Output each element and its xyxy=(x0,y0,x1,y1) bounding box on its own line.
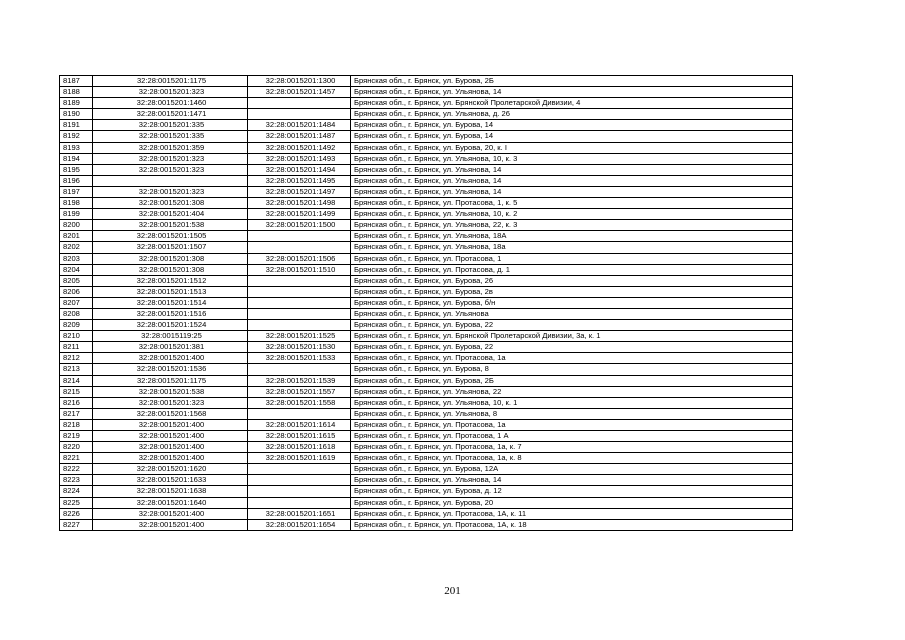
building-cadastral-number-cell: 32:28:0015201:1619 xyxy=(248,453,351,464)
table-row xyxy=(60,475,793,486)
row-number-cell: 8224 xyxy=(60,486,93,497)
address-cell: Брянская обл., г. Брянск, ул. Бурова, 14 xyxy=(351,131,793,142)
parcel-cadastral-number-cell: 32:28:0015201:1633 xyxy=(93,475,248,486)
row-number-cell: 8214 xyxy=(60,375,93,386)
table-row xyxy=(60,253,793,264)
table-row xyxy=(60,453,793,464)
parcel-cadastral-number-cell: 32:28:0015201:1638 xyxy=(93,486,248,497)
row-number-cell: 8217 xyxy=(60,408,93,419)
parcel-cadastral-number-cell: 32:28:0015201:323 xyxy=(93,87,248,98)
row-number-cell: 8218 xyxy=(60,419,93,430)
row-number-cell: 8199 xyxy=(60,209,93,220)
parcel-cadastral-number-cell: 32:28:0015201:323 xyxy=(93,186,248,197)
row-number-cell: 8203 xyxy=(60,253,93,264)
row-number-cell: 8207 xyxy=(60,297,93,308)
parcel-cadastral-number-cell: 32:28:0015201:1175 xyxy=(93,375,248,386)
parcel-cadastral-number-cell: 32:28:0015201:400 xyxy=(93,453,248,464)
table-row xyxy=(60,153,793,164)
building-cadastral-number-cell xyxy=(248,242,351,253)
address-cell: Брянская обл., г. Брянск, ул. Брянской Пролетарской Дивизии, 4 xyxy=(351,98,793,109)
address-cell: Брянская обл., г. Брянск, ул. Ульянова, 22 xyxy=(351,386,793,397)
address-cell: Брянская обл., г. Брянск, ул. Ульянова, 10, к. 2 xyxy=(351,209,793,220)
row-number-cell: 8208 xyxy=(60,308,93,319)
parcel-cadastral-number-cell: 32:28:0015201:400 xyxy=(93,431,248,442)
address-cell: Брянская обл., г. Брянск, ул. Бурова, 20 xyxy=(351,497,793,508)
address-cell: Брянская обл., г. Брянск, ул. Протасова, 1, к. 5 xyxy=(351,198,793,209)
parcel-cadastral-number-cell: 32:28:0015201:308 xyxy=(93,253,248,264)
building-cadastral-number-cell: 32:28:0015201:1493 xyxy=(248,153,351,164)
address-cell: Брянская обл., г. Брянск, ул. Ульянова, 14 xyxy=(351,87,793,98)
building-cadastral-number-cell: 32:28:0015201:1484 xyxy=(248,120,351,131)
row-number-cell: 8197 xyxy=(60,186,93,197)
building-cadastral-number-cell xyxy=(248,231,351,242)
parcel-cadastral-number-cell: 32:28:0015201:1460 xyxy=(93,98,248,109)
row-number-cell: 8213 xyxy=(60,364,93,375)
table-row xyxy=(60,519,793,530)
address-cell: Брянская обл., г. Брянск, ул. Бурова, д. 12 xyxy=(351,486,793,497)
address-cell: Брянская обл., г. Брянск, ул. Протасова, 1а xyxy=(351,419,793,430)
row-number-cell: 8226 xyxy=(60,508,93,519)
parcel-cadastral-number-cell: 32:28:0015201:1516 xyxy=(93,308,248,319)
parcel-cadastral-number-cell: 32:28:0015201:308 xyxy=(93,198,248,209)
table-row xyxy=(60,486,793,497)
address-cell: Брянская обл., г. Брянск, ул. Ульянова, 14 xyxy=(351,475,793,486)
address-cell: Брянская обл., г. Брянск, ул. Бурова, 26 xyxy=(351,275,793,286)
building-cadastral-number-cell: 32:28:0015201:1614 xyxy=(248,419,351,430)
parcel-cadastral-number-cell: 32:28:0015201:323 xyxy=(93,153,248,164)
parcel-cadastral-number-cell: 32:28:0015201:400 xyxy=(93,519,248,530)
row-number-cell: 8202 xyxy=(60,242,93,253)
table-row xyxy=(60,320,793,331)
building-cadastral-number-cell: 32:28:0015201:1510 xyxy=(248,264,351,275)
building-cadastral-number-cell: 32:28:0015201:1525 xyxy=(248,331,351,342)
table-row xyxy=(60,375,793,386)
table-row xyxy=(60,297,793,308)
address-cell: Брянская обл., г. Брянск, ул. Ульянова, 10, к. 3 xyxy=(351,153,793,164)
table-row xyxy=(60,275,793,286)
address-cell: Брянская обл., г. Брянск, ул. Протасова, 1 xyxy=(351,253,793,264)
table-row xyxy=(60,120,793,131)
address-cell: Брянская обл., г. Брянск, ул. Протасова, 1а xyxy=(351,353,793,364)
address-cell: Брянская обл., г. Брянск, ул. Бурова, 20, к. I xyxy=(351,142,793,153)
parcel-cadastral-number-cell: 32:28:0015201:381 xyxy=(93,342,248,353)
building-cadastral-number-cell xyxy=(248,320,351,331)
row-number-cell: 8216 xyxy=(60,397,93,408)
building-cadastral-number-cell: 32:28:0015201:1487 xyxy=(248,131,351,142)
row-number-cell: 8195 xyxy=(60,164,93,175)
building-cadastral-number-cell: 32:28:0015201:1558 xyxy=(248,397,351,408)
row-number-cell: 8219 xyxy=(60,431,93,442)
building-cadastral-number-cell xyxy=(248,475,351,486)
address-cell: Брянская обл., г. Брянск, ул. Протасова, 1А, к. 18 xyxy=(351,519,793,530)
table-row xyxy=(60,264,793,275)
building-cadastral-number-cell: 32:28:0015201:1618 xyxy=(248,442,351,453)
row-number-cell: 8193 xyxy=(60,142,93,153)
row-number-cell: 8210 xyxy=(60,331,93,342)
row-number-cell: 8227 xyxy=(60,519,93,530)
row-number-cell: 8211 xyxy=(60,342,93,353)
building-cadastral-number-cell: 32:28:0015201:1615 xyxy=(248,431,351,442)
building-cadastral-number-cell: 32:28:0015201:1500 xyxy=(248,220,351,231)
parcel-cadastral-number-cell: 32:28:0015201:335 xyxy=(93,120,248,131)
address-cell: Брянская обл., г. Брянск, ул. Ульянова, 18А xyxy=(351,231,793,242)
table-row xyxy=(60,242,793,253)
row-number-cell: 8194 xyxy=(60,153,93,164)
address-cell: Брянская обл., г. Брянск, ул. Ульянова, 14 xyxy=(351,164,793,175)
building-cadastral-number-cell: 32:28:0015201:1654 xyxy=(248,519,351,530)
table-row xyxy=(60,220,793,231)
parcel-cadastral-number-cell: 32:28:0015119:25 xyxy=(93,331,248,342)
parcel-cadastral-number-cell: 32:28:0015201:1620 xyxy=(93,464,248,475)
table-row xyxy=(60,98,793,109)
building-cadastral-number-cell: 32:28:0015201:1495 xyxy=(248,175,351,186)
address-cell: Брянская обл., г. Брянск, ул. Брянской Пролетарской Дивизии, 3а, к. 1 xyxy=(351,331,793,342)
address-cell: Брянская обл., г. Брянск, ул. Протасова, 1 А xyxy=(351,431,793,442)
parcel-cadastral-number-cell: 32:28:0015201:1513 xyxy=(93,286,248,297)
row-number-cell: 8204 xyxy=(60,264,93,275)
table-row xyxy=(60,386,793,397)
table-row xyxy=(60,109,793,120)
parcel-cadastral-number-cell: 32:28:0015201:400 xyxy=(93,419,248,430)
row-number-cell: 8223 xyxy=(60,475,93,486)
table-row xyxy=(60,308,793,319)
building-cadastral-number-cell xyxy=(248,275,351,286)
parcel-cadastral-number-cell: 32:28:0015201:323 xyxy=(93,397,248,408)
building-cadastral-number-cell xyxy=(248,98,351,109)
building-cadastral-number-cell xyxy=(248,497,351,508)
parcel-cadastral-number-cell: 32:28:0015201:1471 xyxy=(93,109,248,120)
parcel-cadastral-number-cell: 32:28:0015201:1524 xyxy=(93,320,248,331)
table-row xyxy=(60,76,793,87)
address-cell: Брянская обл., г. Брянск, ул. Ульянова, 14 xyxy=(351,186,793,197)
parcel-cadastral-number-cell: 32:28:0015201:359 xyxy=(93,142,248,153)
table-row xyxy=(60,353,793,364)
table-row xyxy=(60,186,793,197)
address-cell: Брянская обл., г. Брянск, ул. Протасова, д. 1 xyxy=(351,264,793,275)
parcel-cadastral-number-cell: 32:28:0015201:538 xyxy=(93,220,248,231)
building-cadastral-number-cell: 32:28:0015201:1539 xyxy=(248,375,351,386)
table-row xyxy=(60,198,793,209)
address-cell: Брянская обл., г. Брянск, ул. Ульянова, 14 xyxy=(351,175,793,186)
address-cell: Брянская обл., г. Брянск, ул. Бурова, 22 xyxy=(351,320,793,331)
parcel-cadastral-number-cell: 32:28:0015201:1536 xyxy=(93,364,248,375)
row-number-cell: 8189 xyxy=(60,98,93,109)
row-number-cell: 8220 xyxy=(60,442,93,453)
address-cell: Брянская обл., г. Брянск, ул. Ульянова, 8 xyxy=(351,408,793,419)
row-number-cell: 8201 xyxy=(60,231,93,242)
cadastral-table xyxy=(59,75,793,531)
table-row xyxy=(60,131,793,142)
building-cadastral-number-cell xyxy=(248,297,351,308)
building-cadastral-number-cell xyxy=(248,286,351,297)
address-cell: Брянская обл., г. Брянск, ул. Бурова, 8 xyxy=(351,364,793,375)
parcel-cadastral-number-cell: 32:28:0015201:1514 xyxy=(93,297,248,308)
parcel-cadastral-number-cell: 32:28:0015201:335 xyxy=(93,131,248,142)
table-row xyxy=(60,142,793,153)
address-cell: Брянская обл., г. Брянск, ул. Ульянова, 10, к. 1 xyxy=(351,397,793,408)
address-cell: Брянская обл., г. Брянск, ул. Бурова, 2Б xyxy=(351,76,793,87)
building-cadastral-number-cell xyxy=(248,109,351,120)
parcel-cadastral-number-cell: 32:28:0015201:400 xyxy=(93,508,248,519)
row-number-cell: 8191 xyxy=(60,120,93,131)
table-body xyxy=(60,76,793,531)
building-cadastral-number-cell: 32:28:0015201:1499 xyxy=(248,209,351,220)
table-row xyxy=(60,497,793,508)
table-row xyxy=(60,175,793,186)
building-cadastral-number-cell: 32:28:0015201:1300 xyxy=(248,76,351,87)
building-cadastral-number-cell: 32:28:0015201:1557 xyxy=(248,386,351,397)
parcel-cadastral-number-cell: 32:28:0015201:1640 xyxy=(93,497,248,508)
table-row xyxy=(60,231,793,242)
address-cell: Брянская обл., г. Брянск, ул. Ульянова, д. 26 xyxy=(351,109,793,120)
building-cadastral-number-cell: 32:28:0015201:1497 xyxy=(248,186,351,197)
table-row xyxy=(60,87,793,98)
building-cadastral-number-cell: 32:28:0015201:1533 xyxy=(248,353,351,364)
building-cadastral-number-cell xyxy=(248,464,351,475)
parcel-cadastral-number-cell: 32:28:0015201:1175 xyxy=(93,76,248,87)
row-number-cell: 8206 xyxy=(60,286,93,297)
table-row xyxy=(60,397,793,408)
table-row xyxy=(60,464,793,475)
parcel-cadastral-number-cell: 32:28:0015201:404 xyxy=(93,209,248,220)
table-row xyxy=(60,408,793,419)
row-number-cell: 8200 xyxy=(60,220,93,231)
table-row xyxy=(60,442,793,453)
parcel-cadastral-number-cell: 32:28:0015201:1512 xyxy=(93,275,248,286)
building-cadastral-number-cell: 32:28:0015201:1457 xyxy=(248,87,351,98)
parcel-cadastral-number-cell: 32:28:0015201:1505 xyxy=(93,231,248,242)
row-number-cell: 8222 xyxy=(60,464,93,475)
table-row xyxy=(60,209,793,220)
parcel-cadastral-number-cell: 32:28:0015201:538 xyxy=(93,386,248,397)
parcel-cadastral-number-cell: 32:28:0015201:400 xyxy=(93,442,248,453)
row-number-cell: 8196 xyxy=(60,175,93,186)
address-cell: Брянская обл., г. Брянск, ул. Протасова, 1А, к. 11 xyxy=(351,508,793,519)
building-cadastral-number-cell: 32:28:0015201:1506 xyxy=(248,253,351,264)
row-number-cell: 8209 xyxy=(60,320,93,331)
address-cell: Брянская обл., г. Брянск, ул. Ульянова, 22, к. 3 xyxy=(351,220,793,231)
building-cadastral-number-cell xyxy=(248,486,351,497)
row-number-cell: 8192 xyxy=(60,131,93,142)
building-cadastral-number-cell xyxy=(248,308,351,319)
address-cell: Брянская обл., г. Брянск, ул. Протасова, 1а, к. 8 xyxy=(351,453,793,464)
address-cell: Брянская обл., г. Брянск, ул. Бурова, 2в xyxy=(351,286,793,297)
table-row xyxy=(60,342,793,353)
parcel-cadastral-number-cell: 32:28:0015201:400 xyxy=(93,353,248,364)
table-row xyxy=(60,286,793,297)
address-cell: Брянская обл., г. Брянск, ул. Ульянова, 18а xyxy=(351,242,793,253)
building-cadastral-number-cell: 32:28:0015201:1651 xyxy=(248,508,351,519)
row-number-cell: 8215 xyxy=(60,386,93,397)
building-cadastral-number-cell: 32:28:0015201:1498 xyxy=(248,198,351,209)
row-number-cell: 8188 xyxy=(60,87,93,98)
table-row xyxy=(60,419,793,430)
row-number-cell: 8187 xyxy=(60,76,93,87)
row-number-cell: 8225 xyxy=(60,497,93,508)
row-number-cell: 8212 xyxy=(60,353,93,364)
row-number-cell: 8190 xyxy=(60,109,93,120)
table-row xyxy=(60,164,793,175)
row-number-cell: 8205 xyxy=(60,275,93,286)
address-cell: Брянская обл., г. Брянск, ул. Бурова, 2Б xyxy=(351,375,793,386)
table-row xyxy=(60,331,793,342)
parcel-cadastral-number-cell: 32:28:0015201:323 xyxy=(93,164,248,175)
address-cell: Брянская обл., г. Брянск, ул. Бурова, 22 xyxy=(351,342,793,353)
building-cadastral-number-cell xyxy=(248,408,351,419)
parcel-cadastral-number-cell: 32:28:0015201:308 xyxy=(93,264,248,275)
parcel-cadastral-number-cell: 32:28:0015201:1507 xyxy=(93,242,248,253)
address-cell: Брянская обл., г. Брянск, ул. Бурова, 12А xyxy=(351,464,793,475)
row-number-cell: 8221 xyxy=(60,453,93,464)
building-cadastral-number-cell: 32:28:0015201:1494 xyxy=(248,164,351,175)
row-number-cell: 8198 xyxy=(60,198,93,209)
address-cell: Брянская обл., г. Брянск, ул. Бурова, 14 xyxy=(351,120,793,131)
building-cadastral-number-cell: 32:28:0015201:1530 xyxy=(248,342,351,353)
building-cadastral-number-cell xyxy=(248,364,351,375)
table-row xyxy=(60,508,793,519)
parcel-cadastral-number-cell xyxy=(93,175,248,186)
address-cell: Брянская обл., г. Брянск, ул. Ульянова xyxy=(351,308,793,319)
address-cell: Брянская обл., г. Брянск, ул. Бурова, б/н xyxy=(351,297,793,308)
table-row xyxy=(60,431,793,442)
building-cadastral-number-cell: 32:28:0015201:1492 xyxy=(248,142,351,153)
parcel-cadastral-number-cell: 32:28:0015201:1568 xyxy=(93,408,248,419)
page-number: 201 xyxy=(444,585,461,597)
table-row xyxy=(60,364,793,375)
address-cell: Брянская обл., г. Брянск, ул. Протасова, 1а, к. 7 xyxy=(351,442,793,453)
